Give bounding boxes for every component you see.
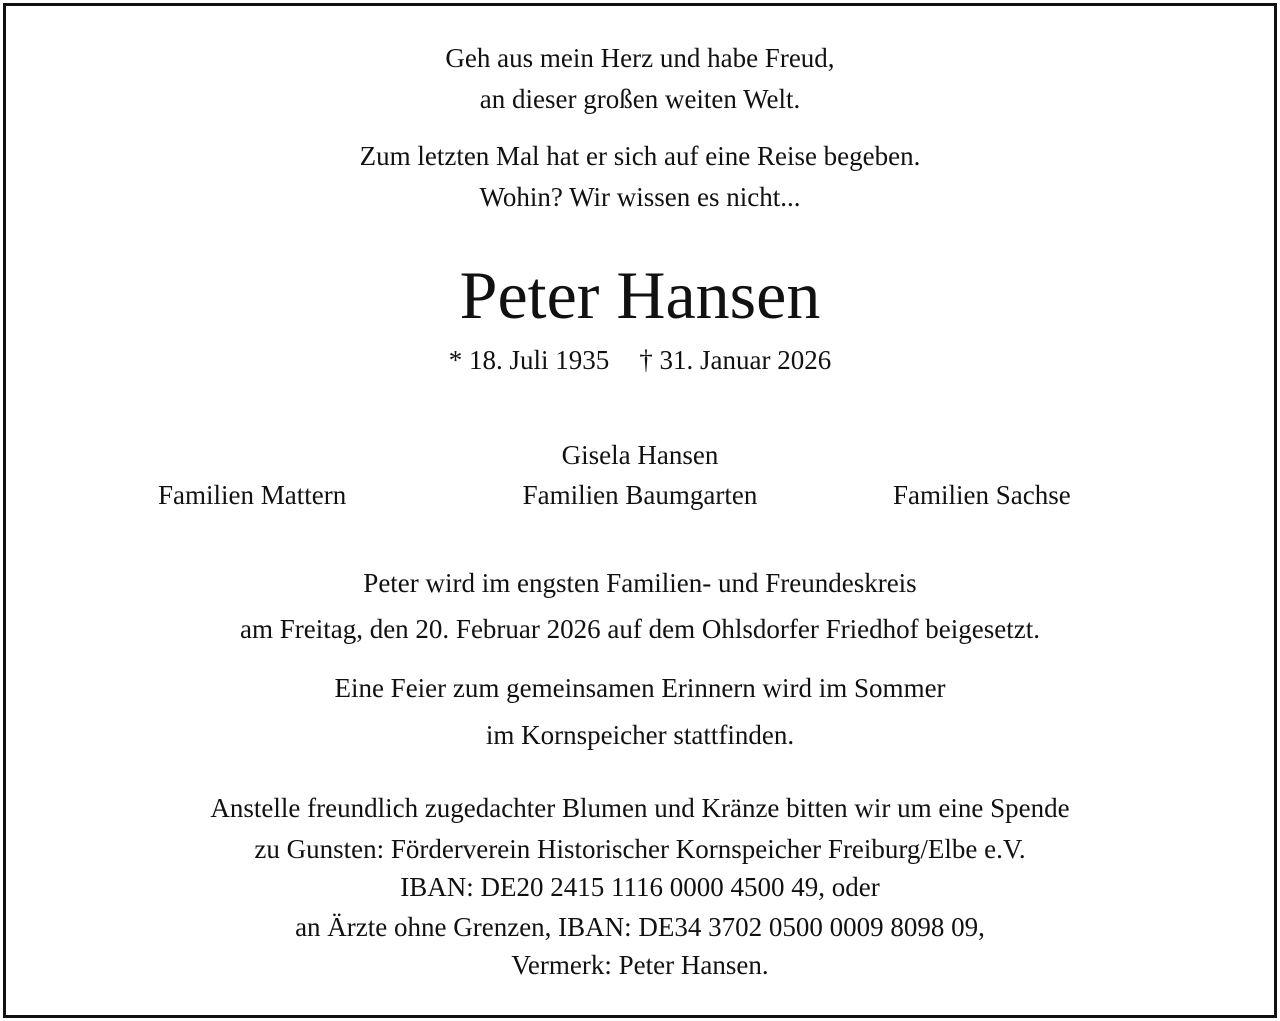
family-baumgarten: Familien Baumgarten	[522, 480, 758, 510]
journey-line-2: Wohin? Wir wissen es nicht...	[479, 182, 801, 212]
birth-date: * 18. Juli 1935	[448, 345, 610, 375]
death-date: † 31. Januar 2026	[639, 345, 832, 375]
burial-line-2: am Freitag, den 20. Februar 2026 auf dem Ohlsdorfer Friedhof beigesetzt.	[239, 614, 1041, 644]
life-dates	[0, 340, 1280, 380]
celebration-line-2: im Kornspeicher stattfinden.	[485, 720, 795, 750]
donation-line-1: Anstelle freundlich zugedachter Blumen und Kränze bitten wir um eine Spende	[210, 793, 1070, 823]
donation-line-3: IBAN: DE20 2415 1116 0000 4500 49, oder	[400, 872, 880, 902]
family-names-row	[0, 475, 1280, 515]
donation-line-4: an Ärzte ohne Grenzen, IBAN: DE34 3702 0500 0009 8098 09,	[295, 912, 985, 942]
poem-line-1: Geh aus mein Herz und habe Freud,	[445, 43, 835, 73]
donation-line-5: Vermerk: Peter Hansen.	[511, 950, 769, 980]
family-sachse: Familien Sachse	[893, 480, 1071, 510]
primary-mourner: Gisela Hansen	[561, 440, 719, 470]
journey-line-1: Zum letzten Mal hat er sich auf eine Reise begeben.	[359, 141, 921, 171]
donation-line-2: zu Gunsten: Förderverein Historischer Kornspeicher Freiburg/Elbe e.V.	[254, 834, 1026, 864]
celebration-line-1: Eine Feier zum gemeinsamen Erinnern wird im Sommer	[334, 673, 946, 703]
poem-line-2: an dieser großen weiten Welt.	[479, 84, 801, 114]
family-mattern: Familien Mattern	[158, 480, 347, 510]
deceased-name: Peter Hansen	[459, 257, 821, 333]
burial-line-1: Peter wird im engsten Familien- und Freundeskreis	[363, 568, 917, 598]
